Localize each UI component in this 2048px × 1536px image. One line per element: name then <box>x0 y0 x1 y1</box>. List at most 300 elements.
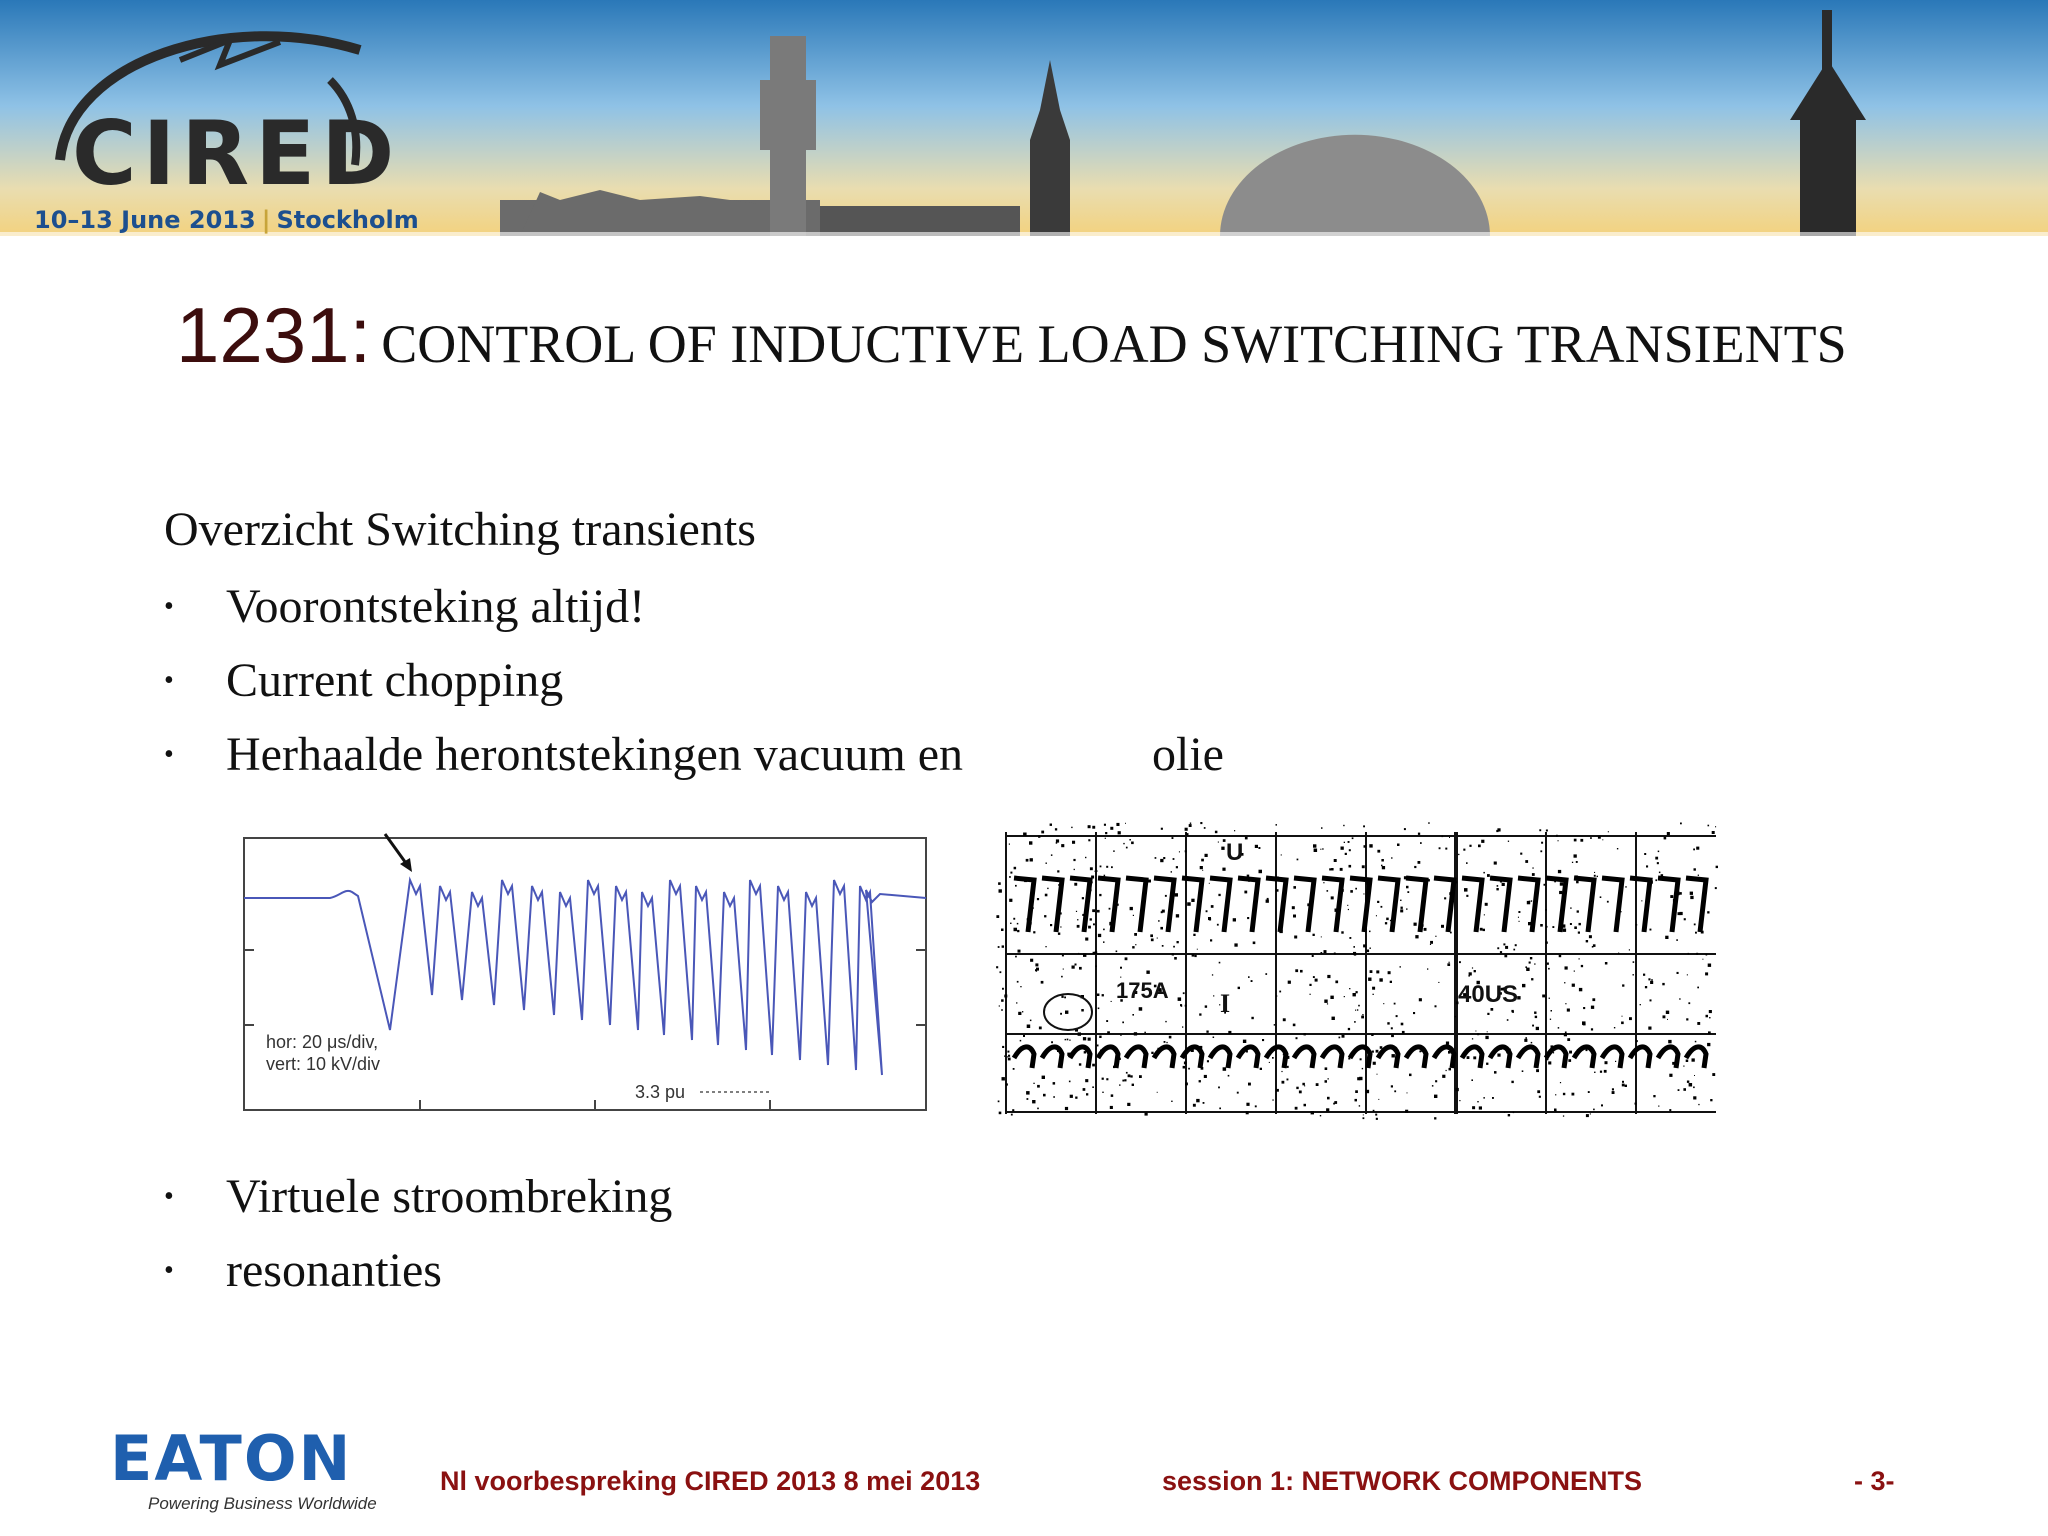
scan-speckle <box>1304 1104 1307 1107</box>
scan-speckle <box>1304 1085 1305 1086</box>
scan-speckle <box>1418 833 1420 835</box>
scan-speckle <box>1119 1084 1120 1085</box>
scan-speckle <box>1333 1103 1335 1105</box>
scan-speckle <box>1559 891 1562 894</box>
scan-speckle <box>1650 929 1652 931</box>
scan-speckle <box>1442 836 1444 838</box>
scan-speckle <box>1293 1024 1296 1027</box>
scan-speckle <box>1689 1083 1693 1087</box>
scan-speckle <box>1251 980 1253 982</box>
scan-speckle <box>1269 1062 1270 1063</box>
scan-speckle <box>1255 845 1258 848</box>
scan-speckle <box>1570 923 1572 925</box>
scan-speckle <box>1480 928 1483 931</box>
scan-speckle <box>1391 857 1392 858</box>
scan-speckle <box>1169 1036 1172 1039</box>
scan-speckle <box>1377 1074 1378 1075</box>
scan-speckle <box>1608 1048 1609 1049</box>
scan-speckle <box>1464 888 1468 892</box>
scan-speckle <box>1221 847 1224 850</box>
scan-speckle <box>1579 923 1581 925</box>
scan-speckle <box>1364 845 1367 848</box>
scan-speckle <box>1111 1001 1112 1002</box>
scan-speckle <box>1444 897 1446 899</box>
scan-speckle <box>1321 936 1322 937</box>
scan-speckle <box>1093 952 1095 954</box>
header-banner <box>0 0 2048 236</box>
scan-speckle <box>1428 879 1430 881</box>
scan-speckle <box>1313 976 1315 978</box>
scan-speckle <box>1043 1094 1046 1097</box>
scan-speckle <box>1160 927 1163 930</box>
scan-speckle <box>1588 1091 1590 1093</box>
scan-speckle <box>1511 1081 1513 1083</box>
bullet-icon: • <box>164 665 174 696</box>
scan-speckle <box>1712 1073 1715 1076</box>
scan-speckle <box>1404 876 1407 879</box>
scan-speckle <box>1448 1051 1451 1054</box>
scan-speckle <box>1354 953 1356 955</box>
scan-speckle <box>1088 839 1090 841</box>
scan-speckle <box>1491 1008 1494 1011</box>
scan-speckle <box>1332 1017 1335 1020</box>
scan-speckle <box>1218 894 1220 896</box>
scan-speckle <box>1528 922 1531 925</box>
scan-speckle <box>1293 886 1296 889</box>
scan-speckle <box>1215 831 1218 834</box>
scan-speckle <box>1174 957 1177 960</box>
scan-speckle <box>1082 914 1084 916</box>
scan-speckle <box>1151 1052 1153 1054</box>
scan-speckle <box>1067 1053 1070 1056</box>
scan-speckle <box>1366 1090 1369 1093</box>
scan-speckle <box>1074 883 1077 886</box>
scan-speckle <box>1536 1069 1539 1072</box>
scan-speckle <box>1658 1106 1659 1107</box>
scan-speckle <box>1449 892 1452 895</box>
scan-speckle <box>1145 1112 1148 1115</box>
scan-speckle <box>1372 987 1375 990</box>
scan-speckle <box>1017 930 1019 932</box>
scan-speckle <box>1522 984 1525 987</box>
scan-speckle <box>1088 825 1091 828</box>
scan-speckle <box>1558 870 1561 873</box>
scan-speckle <box>1116 823 1119 826</box>
scan-speckle <box>1500 951 1502 953</box>
scan-speckle <box>1182 1026 1183 1027</box>
scan-speckle <box>1359 1077 1362 1080</box>
scan-speckle <box>1664 837 1667 840</box>
scan-speckle <box>1650 880 1653 883</box>
scan-speckle <box>1477 1101 1478 1102</box>
scan-speckle <box>1017 981 1019 983</box>
scan-speckle <box>1073 859 1075 861</box>
scan-speckle <box>1185 1083 1188 1086</box>
scan-speckle <box>1315 979 1318 982</box>
scan-speckle <box>1358 1005 1360 1007</box>
scan-speckle <box>1075 964 1077 966</box>
scan-speckle <box>1572 862 1573 863</box>
scan-speckle <box>1715 887 1717 889</box>
scan-speckle <box>1246 1050 1248 1052</box>
scan-speckle <box>1037 1108 1039 1110</box>
scan-speckle <box>1381 906 1383 908</box>
scan-speckle <box>1325 1080 1328 1083</box>
scan-speckle <box>1077 919 1078 920</box>
scan-speckle <box>1546 1058 1549 1061</box>
scan-speckle <box>1001 999 1004 1002</box>
scan-speckle <box>1069 1081 1071 1083</box>
scan-speckle <box>1353 946 1355 948</box>
current-scale-label: 175A <box>1116 978 1169 1003</box>
scan-speckle <box>1504 955 1507 958</box>
scan-speckle <box>1586 1114 1589 1117</box>
scan-speckle <box>1404 828 1406 830</box>
scan-speckle <box>1065 1011 1068 1014</box>
scan-speckle <box>1053 1082 1056 1085</box>
scan-speckle <box>1098 1008 1100 1010</box>
scan-speckle <box>1092 1064 1095 1067</box>
scan-speckle <box>1555 1110 1557 1112</box>
scan-speckle <box>999 1005 1000 1006</box>
scan-speckle <box>1447 963 1450 966</box>
scan-speckle <box>1643 974 1645 976</box>
scan-speckle <box>1560 882 1563 885</box>
scan-speckle <box>1590 1113 1591 1114</box>
scan-speckle <box>1604 1070 1607 1073</box>
scan-speckle <box>1362 1068 1363 1069</box>
scan-speckle <box>1010 872 1012 874</box>
scan-speckle <box>1096 870 1097 871</box>
scan-speckle <box>1407 1092 1408 1093</box>
scan-speckle <box>1525 860 1528 863</box>
scan-speckle <box>1535 1016 1537 1018</box>
scan-speckle <box>1608 831 1609 832</box>
scan-speckle <box>1083 954 1086 957</box>
scan-speckle <box>1344 842 1345 843</box>
scan-speckle <box>1253 942 1256 945</box>
scan-speckle <box>1262 1039 1264 1041</box>
scan-speckle <box>998 946 1000 948</box>
scan-speckle <box>1483 1097 1485 1099</box>
scan-speckle <box>1591 1028 1593 1030</box>
scan-speckle <box>1505 946 1508 949</box>
scan-speckle <box>1558 1027 1560 1029</box>
scan-speckle <box>1178 997 1182 1001</box>
scan-speckle <box>1622 1016 1623 1017</box>
scan-speckle <box>1314 849 1318 853</box>
scan-speckle <box>1035 963 1038 966</box>
scan-speckle <box>1531 900 1533 902</box>
scan-speckle <box>1027 1098 1029 1100</box>
scan-speckle <box>1283 1018 1286 1021</box>
scan-speckle <box>1683 1088 1686 1091</box>
scan-speckle <box>1697 1022 1700 1025</box>
scan-speckle <box>1055 828 1057 830</box>
scan-speckle <box>1706 1015 1709 1018</box>
scan-speckle <box>1248 976 1250 978</box>
scan-speckle <box>1529 901 1530 902</box>
scan-speckle <box>1008 1058 1011 1061</box>
scan-speckle <box>1459 961 1461 963</box>
scan-speckle <box>1330 996 1333 999</box>
scan-speckle <box>1110 1106 1113 1109</box>
scan-speckle <box>1459 1100 1460 1101</box>
slide-title <box>176 290 1847 381</box>
scan-speckle <box>1670 895 1673 898</box>
scan-speckle <box>1276 876 1279 879</box>
scan-speckle <box>1636 1040 1638 1042</box>
scan-speckle <box>1574 839 1577 842</box>
scan-speckle <box>1602 839 1603 840</box>
scan-speckle <box>1191 899 1194 902</box>
scan-speckle <box>1406 886 1409 889</box>
scan-speckle <box>1550 1019 1551 1020</box>
bullet-text: Herhaalde herontstekingen vacuum en <box>226 728 964 781</box>
scan-speckle <box>1559 955 1562 958</box>
bullet-text: Virtuele stroombreking <box>226 1170 673 1223</box>
conference-dates: 10–13 June 2013 <box>34 206 256 234</box>
scan-speckle <box>1058 933 1060 935</box>
scan-speckle <box>996 966 998 968</box>
scan-speckle <box>1033 931 1035 933</box>
scan-speckle <box>1079 967 1082 970</box>
peak-voltage-label: 3.3 pu <box>635 1082 686 1102</box>
scan-speckle <box>1081 1009 1084 1012</box>
scan-speckle <box>1594 875 1596 877</box>
scan-speckle <box>1084 1048 1086 1050</box>
scan-speckle <box>1331 896 1334 899</box>
scan-speckle <box>1586 1049 1588 1051</box>
scan-speckle <box>1649 1059 1650 1060</box>
scan-speckle <box>1370 970 1373 973</box>
scan-speckle <box>1702 959 1703 960</box>
scan-speckle <box>1030 858 1033 861</box>
vacuum-restrike-oscillogram <box>240 830 930 1120</box>
scan-speckle <box>1382 866 1385 869</box>
scan-speckle <box>1064 997 1066 999</box>
scan-speckle <box>1687 1081 1689 1083</box>
scan-speckle <box>1000 971 1002 973</box>
scan-speckle <box>1050 924 1052 926</box>
scan-speckle <box>1348 909 1349 910</box>
scan-speckle <box>1567 1038 1570 1041</box>
scan-speckle <box>1706 954 1708 956</box>
scan-speckle <box>1246 1103 1249 1106</box>
scan-speckle <box>1292 906 1295 909</box>
scan-speckle <box>1100 878 1102 880</box>
scan-speckle <box>1296 1037 1298 1039</box>
scan-speckle <box>1693 1096 1696 1099</box>
scan-speckle <box>1577 1049 1579 1051</box>
scan-speckle <box>1160 859 1163 862</box>
scan-speckle <box>1316 1083 1319 1086</box>
scan-speckle <box>1653 1095 1655 1097</box>
scan-speckle <box>1363 825 1365 827</box>
scan-speckle <box>1617 848 1618 849</box>
scan-speckle <box>1151 939 1154 942</box>
voltage-label-u: U <box>1226 839 1244 866</box>
scan-speckle <box>1197 949 1198 950</box>
scan-speckle <box>1089 889 1092 892</box>
scan-speckle <box>1644 853 1646 855</box>
scan-speckle <box>1695 1041 1697 1043</box>
scan-speckle <box>1530 957 1532 959</box>
scan-speckle <box>1117 904 1119 906</box>
scan-speckle <box>1006 1083 1008 1085</box>
scan-speckle <box>1381 865 1383 867</box>
scan-speckle <box>1184 1062 1187 1065</box>
scan-speckle <box>1548 1061 1551 1064</box>
scan-speckle <box>1322 848 1323 849</box>
scan-speckle <box>1485 1036 1488 1039</box>
scan-speckle <box>1287 1066 1289 1068</box>
scan-speckle <box>1342 1035 1345 1038</box>
scan-speckle <box>1297 859 1299 861</box>
scan-speckle <box>1130 1075 1132 1077</box>
scan-speckle <box>1192 954 1195 957</box>
scan-speckle <box>1678 1089 1680 1091</box>
scan-speckle <box>1683 1066 1684 1067</box>
scan-speckle <box>1181 1005 1182 1006</box>
scan-speckle <box>1016 876 1018 878</box>
scan-speckle <box>1172 953 1174 955</box>
scan-speckle <box>1104 824 1106 826</box>
scan-speckle <box>1529 962 1531 964</box>
scan-speckle <box>1188 1068 1190 1070</box>
scan-speckle <box>1132 946 1134 948</box>
scan-speckle <box>1716 866 1718 868</box>
scan-speckle <box>1201 859 1204 862</box>
scan-speckle <box>1701 931 1704 934</box>
scan-speckle <box>1445 848 1447 850</box>
scan-speckle <box>1259 870 1263 874</box>
scan-speckle <box>1659 872 1661 874</box>
scan-speckle <box>1158 920 1160 922</box>
scan-speckle <box>1397 844 1400 847</box>
scan-speckle <box>1696 953 1698 955</box>
scan-speckle <box>1672 1062 1675 1065</box>
scan-speckle <box>1676 939 1678 941</box>
scan-speckle <box>1097 1045 1099 1047</box>
scan-speckle <box>1650 981 1653 984</box>
scan-speckle <box>1385 922 1387 924</box>
scan-speckle <box>1247 875 1250 878</box>
scan-speckle <box>1246 1111 1249 1114</box>
scan-speckle <box>1134 933 1137 936</box>
scan-speckle <box>1095 965 1097 967</box>
scan-speckle <box>1205 1005 1207 1007</box>
scan-speckle <box>1679 998 1680 999</box>
scan-speckle <box>1097 994 1100 997</box>
scan-speckle <box>1579 988 1582 991</box>
eaton-logo-text: EATON <box>110 1422 353 1495</box>
scan-speckle <box>1484 914 1485 915</box>
scan-speckle <box>1091 881 1093 883</box>
scan-speckle <box>1534 1012 1536 1014</box>
scan-speckle <box>1520 853 1522 855</box>
scan-speckle <box>1594 872 1595 873</box>
scan-speckle <box>1070 1095 1073 1098</box>
scan-speckle <box>1107 1031 1110 1034</box>
scan-speckle <box>1694 1075 1695 1076</box>
scan-speckle <box>1402 1031 1405 1034</box>
scan-speckle <box>1128 1074 1131 1077</box>
scan-speckle <box>1377 850 1380 853</box>
scan-speckle <box>1667 832 1670 835</box>
scan-speckle <box>1651 979 1653 981</box>
scan-speckle <box>1532 1025 1534 1027</box>
scan-speckle <box>1287 1079 1289 1081</box>
scan-speckle <box>1375 1114 1377 1116</box>
scan-speckle <box>1190 878 1193 881</box>
scan-speckle <box>1455 1016 1457 1018</box>
scan-speckle <box>1646 865 1648 867</box>
scan-speckle <box>1667 1019 1668 1020</box>
scan-speckle <box>1508 841 1509 842</box>
scan-speckle <box>1027 918 1029 920</box>
scan-speckle <box>1036 970 1037 971</box>
scan-speckle <box>1288 981 1291 984</box>
scan-speckle <box>1237 1092 1239 1094</box>
scan-speckle <box>1524 1039 1527 1042</box>
scan-speckle <box>1202 870 1203 871</box>
scan-speckle <box>1363 1114 1364 1115</box>
scan-speckle <box>1228 1075 1230 1077</box>
scan-speckle <box>1111 866 1113 868</box>
scan-speckle <box>1450 932 1452 934</box>
scan-speckle <box>1598 836 1601 839</box>
scan-speckle <box>1633 961 1635 963</box>
scan-speckle <box>1501 1049 1502 1050</box>
scan-speckle <box>1255 1105 1257 1107</box>
scan-speckle <box>1106 1020 1108 1022</box>
scan-speckle <box>1698 875 1699 876</box>
scan-speckle <box>1568 1059 1571 1062</box>
scan-speckle <box>1177 941 1179 943</box>
scan-speckle <box>1693 849 1695 851</box>
scan-speckle <box>1494 1071 1497 1074</box>
scan-speckle <box>1165 1021 1166 1022</box>
scan-speckle <box>1057 870 1059 872</box>
scan-speckle <box>1324 1000 1327 1003</box>
scan-speckle <box>1551 1010 1553 1012</box>
scan-speckle <box>1023 833 1027 837</box>
scan-speckle <box>1471 1079 1473 1081</box>
scan-speckle <box>1469 972 1472 975</box>
scan-speckle <box>1204 827 1206 829</box>
scan-speckle <box>1591 1006 1594 1009</box>
scan-speckle <box>1345 853 1347 855</box>
scan-speckle <box>1373 1110 1375 1112</box>
scan-speckle <box>1661 874 1664 877</box>
scan-speckle <box>1376 1050 1379 1053</box>
scan-speckle <box>1175 893 1178 896</box>
scan-speckle <box>1321 827 1323 829</box>
scan-speckle <box>1030 959 1033 962</box>
scan-speckle <box>1540 850 1542 852</box>
scan-speckle <box>1662 983 1664 985</box>
scan-speckle <box>1586 940 1588 942</box>
scan-speckle <box>1295 969 1298 972</box>
figure-note-vertical: vert: 10 kV/div <box>266 1054 381 1074</box>
scan-speckle <box>1157 1092 1158 1093</box>
scan-speckle <box>1217 924 1219 926</box>
scan-speckle <box>1002 1077 1005 1080</box>
scan-speckle <box>1657 862 1659 864</box>
scan-speckle <box>1033 1083 1034 1084</box>
scan-speckle <box>1347 905 1348 906</box>
